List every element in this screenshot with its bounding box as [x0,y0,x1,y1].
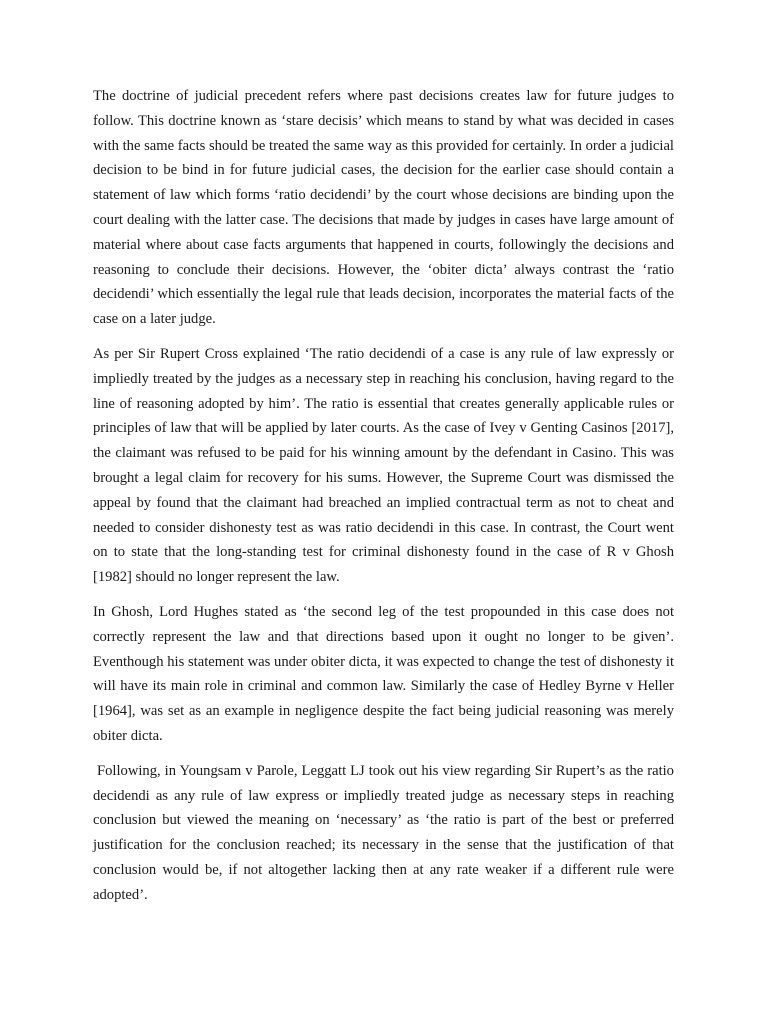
paragraph-youngsam: Following, in Youngsam v Parole, Leggatt LJ took out his view regarding Sir Rupert’s as the ratio decidendi as any rule of law express or impliedly treated judge as necessary steps in reaching conclusion but viewed the meaning on ‘necessary’ as ‘the ratio is part of the best or preferred justification for the conclusion reached; its necessary in the sense that the justification of that conclusion would be, if not altogether lacking then at any rate weaker if a different rule were adopted’. [93,762,678,903]
paragraph-rupert-cross: As per Sir Rupert Cross explained ‘The ratio decidendi of a case is any rule of law expressly or impliedly treated by the judges as a necessary step in reaching his conclusion, having regard to the line of reasoning adopted by him’. The ratio is essential that creates generally applicable rules or principles of law that will be applied by later courts. As the case of Ivey v Genting Casinos [2017], the claimant was refused to be paid for his winning amount by the defendant in Casino. This was brought a legal claim for recovery for his sums. However, the Supreme Court was dismissed the appeal by found that the claimant had breached an implied contractual term as not to cheat and needed to consider dishonesty test as was ratio decidendi in this case. In contrast, the Court went on to state that the long-standing test for criminal dishonesty found in the case of R v Ghosh [1982] should no longer represent the law. [93,345,674,586]
paragraph-ghosh: In Ghosh, Lord Hughes stated as ‘the second leg of the test propounded in this case does not correctly represent the law and that directions based upon it ought no longer to be given’. Eventhough his statement was under obiter dicta, it was expected to change the test of dishonesty it will have its main role in criminal and common law. Similarly the case of Hedley Byrne v Heller [1964], was set as an example in negligence despite the fact being judicial reasoning was merely obiter dicta. [93,603,674,744]
paragraph-stare-decisis: The doctrine of judicial precedent refers where past decisions creates law for future judges to follow. This doctrine known as ‘stare decisis’ which means to stand by what was decided in cases with the same facts should be treated the same way as this provided for certainly. In order a judicial decision to be bind in for future judicial cases, the decision for the earlier case should contain a statement of law which forms ‘ratio decidendi’ by the court whose decisions are binding upon the court dealing with the latter case. The decisions that made by judges in cases have large amount of material where about case facts arguments that happened in courts, followingly the decisions and reasoning to conclude their decisions. However, the ‘obiter dicta’ always contrast the ‘ratio decidendi’ which essentially the legal rule that leads decision, incorporates the material facts of the case on a later judge. [93,88,674,328]
document-body [93,84,678,918]
